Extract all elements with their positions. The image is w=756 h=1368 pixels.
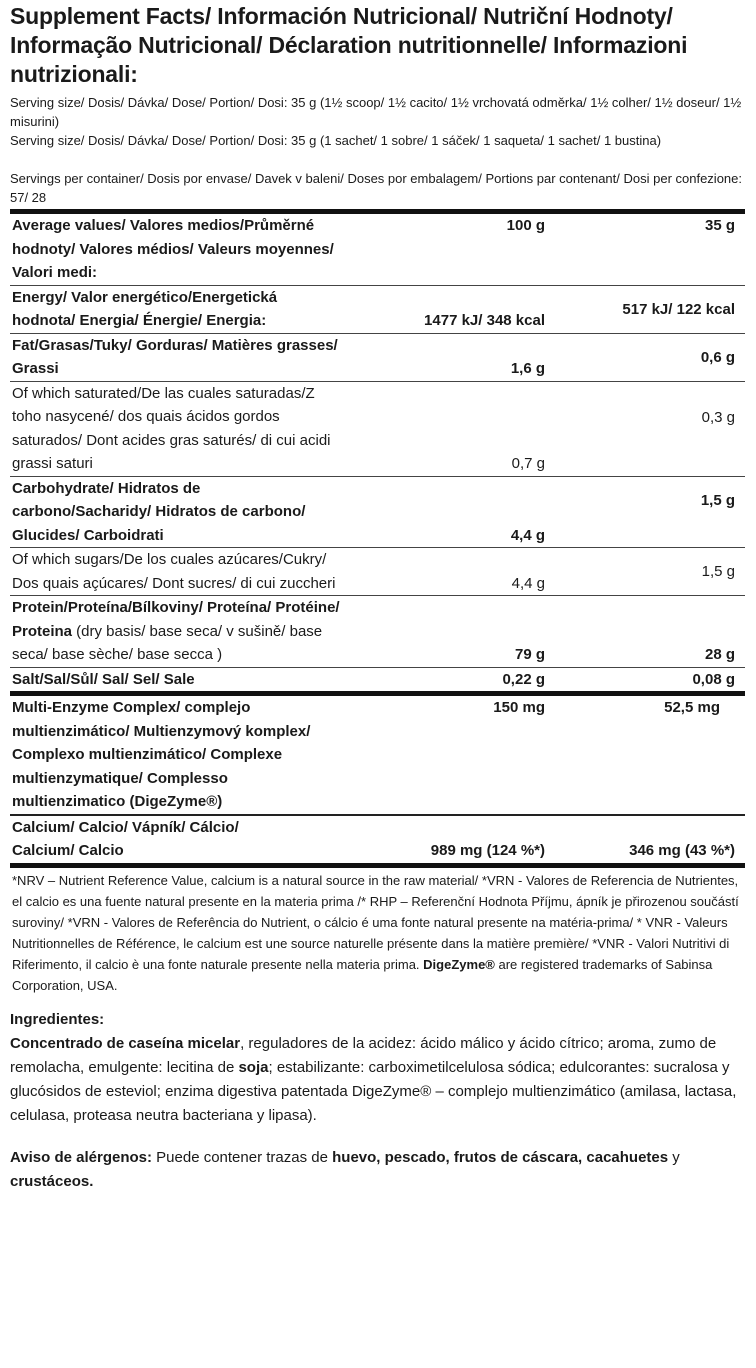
fat-label: Fat/Grasas/Tuky/ Gorduras/ Matières grasses/ Grassi	[12, 336, 338, 377]
energy-label: Energy/ Valor energético/Energetická hodnota/ Energia/ Énergie/ Energia:	[12, 288, 278, 329]
fat-100g: 1,6 g	[510, 360, 545, 377]
energy-35g: 517 kJ/ 122 kcal	[622, 300, 735, 318]
serving-size-sachet: Serving size/ Dosis/ Dávka/ Dose/ Portion/ Dosi: 35 g (1 sachet/ 1 sobre/ 1 sáček/ 1 saqueta/ 1 sachet/ 1 bustina)	[10, 133, 662, 148]
carbohydrate-label: Carbohydrate/ Hidratos de carbono/Sacharidy/ Hidratos de carbono/ Glucides/ Carboidrati	[12, 479, 306, 544]
calcium-35g: 346 mg (43 %*)	[629, 842, 735, 859]
ingredient-text-1: , reguladores de la acidez: ácido málico y ácido cítrico; aroma, zumo de remolacha, emulgente: lecitina de	[10, 1034, 717, 1076]
table-row-protein	[10, 596, 745, 667]
footnote-text: *NRV – Nutrient Reference Value, calcium is a natural source in the raw material/ *VRN - Valores de Referencia de Nutrientes, el calcio es una fuente natural presente en la materia prima /* RHP – Referenční Hodnota Příjmu, ápník je přirozenou součástí suroviny/ *VRN - Valores de Referência do Nutrient, o cálcio é uma fonte natural presente na matéria-prima/ * VNR - Valeurs Nutritionnelles de Référence, le calcium est une source naturelle présente dans la matière première/ *VNR - Valori Nutritivi di Riferimento, il calcio è una fonte naturale presente nella materia prima.	[12, 872, 739, 972]
sugars-label: Of which sugars/De los cuales azúcares/Cukry/ Dos quais açúcares/ Dont sucres/ di cui zuccheri	[12, 551, 336, 592]
ingredient-main: Concentrado de caseína micelar	[10, 1034, 241, 1052]
table-row-fat	[10, 334, 745, 381]
salt-100g: 0,22 g	[502, 670, 545, 688]
saturated-label: Of which saturated/De las cuales saturadas/Z toho nasycené/ dos quais ácidos gordos saturados/ Dont acides gras saturés/ di cui acidi grassi saturi	[12, 384, 331, 472]
calcium-100g: 989 mg (124 %*)	[430, 842, 545, 859]
table-row-energy	[10, 286, 745, 333]
footnote-trademark-text: are registered trademarks of Sabinsa Corporation, USA.	[12, 956, 713, 993]
table-row-carbohydrate	[10, 477, 745, 548]
energy-100g: 1477 kJ/ 348 kcal	[424, 312, 545, 329]
facts-title: Supplement Facts/ Información Nutricional/ Nutriční Hodnoty/ Informação Nutricional/ Déclaration nutritionnelle/ Informazioni nutrizionali:	[10, 3, 688, 87]
protein-label	[10, 596, 342, 667]
sugars-100g: 4,4 g	[511, 574, 545, 592]
salt-35g: 0,08 g	[692, 670, 735, 688]
allergen-list-2: crustáceos.	[10, 1172, 94, 1190]
protein-label-bold: Protein/Proteína/Bílkoviny/ Proteína/ Protéine/ Proteina	[12, 599, 340, 640]
table-row-calcium	[10, 816, 745, 863]
header-col-100g: 100 g	[506, 217, 545, 234]
allergen-heading: Aviso de alérgenos:	[10, 1148, 152, 1166]
protein-35g: 28 g	[704, 646, 735, 663]
ingredients-heading: Ingredientes:	[10, 1010, 105, 1028]
carbohydrate-100g: 4,4 g	[510, 526, 545, 544]
header-label: Average values/ Valores medios/Průměrné hodnoty/ Valores médios/ Valeurs moyennes/ Valori medi:	[12, 217, 334, 281]
enzyme-35g: 52,5 mg	[664, 699, 720, 716]
salt-label: Salt/Sal/Sůl/ Sal/ Sel/ Sale	[12, 670, 195, 688]
saturated-100g: 0,7 g	[511, 455, 545, 472]
protein-label-rest: (dry basis/ base seca/ v sušině/ base seca/ base sèche/ base secca )	[12, 622, 323, 663]
footnote-trademark: DigeZyme®	[423, 956, 495, 972]
allergen-text-2: y	[668, 1148, 680, 1166]
allergen-text-1: Puede contener trazas de	[152, 1148, 333, 1166]
table-row-saturated	[10, 382, 745, 476]
sugars-35g: 1,5 g	[701, 563, 735, 580]
saturated-35g: 0,3 g	[701, 408, 735, 426]
enzyme-100g: 150 mg	[493, 699, 545, 716]
ingredient-text-2: ; estabilizante: carboximetilcelulosa sódica; edulcorantes: sucralosa y glucósidos de esteviol; enzima digestiva patentada DigeZyme® – complejo multienzimático (amilasa, lactasa, celulasa, proteasa neutra bacteriana y lipasa).	[10, 1058, 737, 1124]
divider	[10, 863, 745, 868]
table-row-enzyme	[10, 696, 745, 814]
carbohydrate-35g: 1,5 g	[700, 491, 735, 509]
calcium-label: Calcium/ Calcio/ Vápník/ Cálcio/ Calcium/ Calcio	[12, 818, 239, 859]
ingredient-allergen-soja: soja	[238, 1058, 269, 1076]
fat-35g: 0,6 g	[700, 348, 735, 366]
servings-per-container: Servings per container/ Dosis por envase/ Davek v baleni/ Doses por embalagem/ Portions par contenant/ Dosi per confezione: 57/ 28	[10, 171, 742, 205]
table-row-sugars	[10, 548, 745, 595]
table-header-row	[10, 214, 745, 285]
nutrition-table	[10, 209, 745, 996]
header-col-35g: 35 g	[704, 217, 735, 234]
supplement-facts-label	[10, 0, 745, 1209]
serving-size-scoop: Serving size/ Dosis/ Dávka/ Dose/ Portion/ Dosi: 35 g (1½ scoop/ 1½ cacito/ 1½ vrchovatá odměrka/ 1½ colher/ 1½ doseur/ 1½ misurini)	[10, 95, 742, 129]
ingredients-text	[10, 1032, 745, 1128]
table-row-salt	[10, 668, 745, 692]
nrv-footnote	[10, 870, 740, 996]
protein-100g: 79 g	[514, 646, 545, 663]
allergen-list-1: huevo, pescado, frutos de cáscara, cacahuetes	[332, 1148, 669, 1166]
allergen-warning	[10, 1146, 745, 1194]
enzyme-label: Multi-Enzyme Complex/ complejo multienzimático/ Multienzymový komplex/ Complexo multienzimático/ Complexe multienzymatique/ Complesso multienzimatico (DigeZyme®)	[12, 699, 311, 810]
